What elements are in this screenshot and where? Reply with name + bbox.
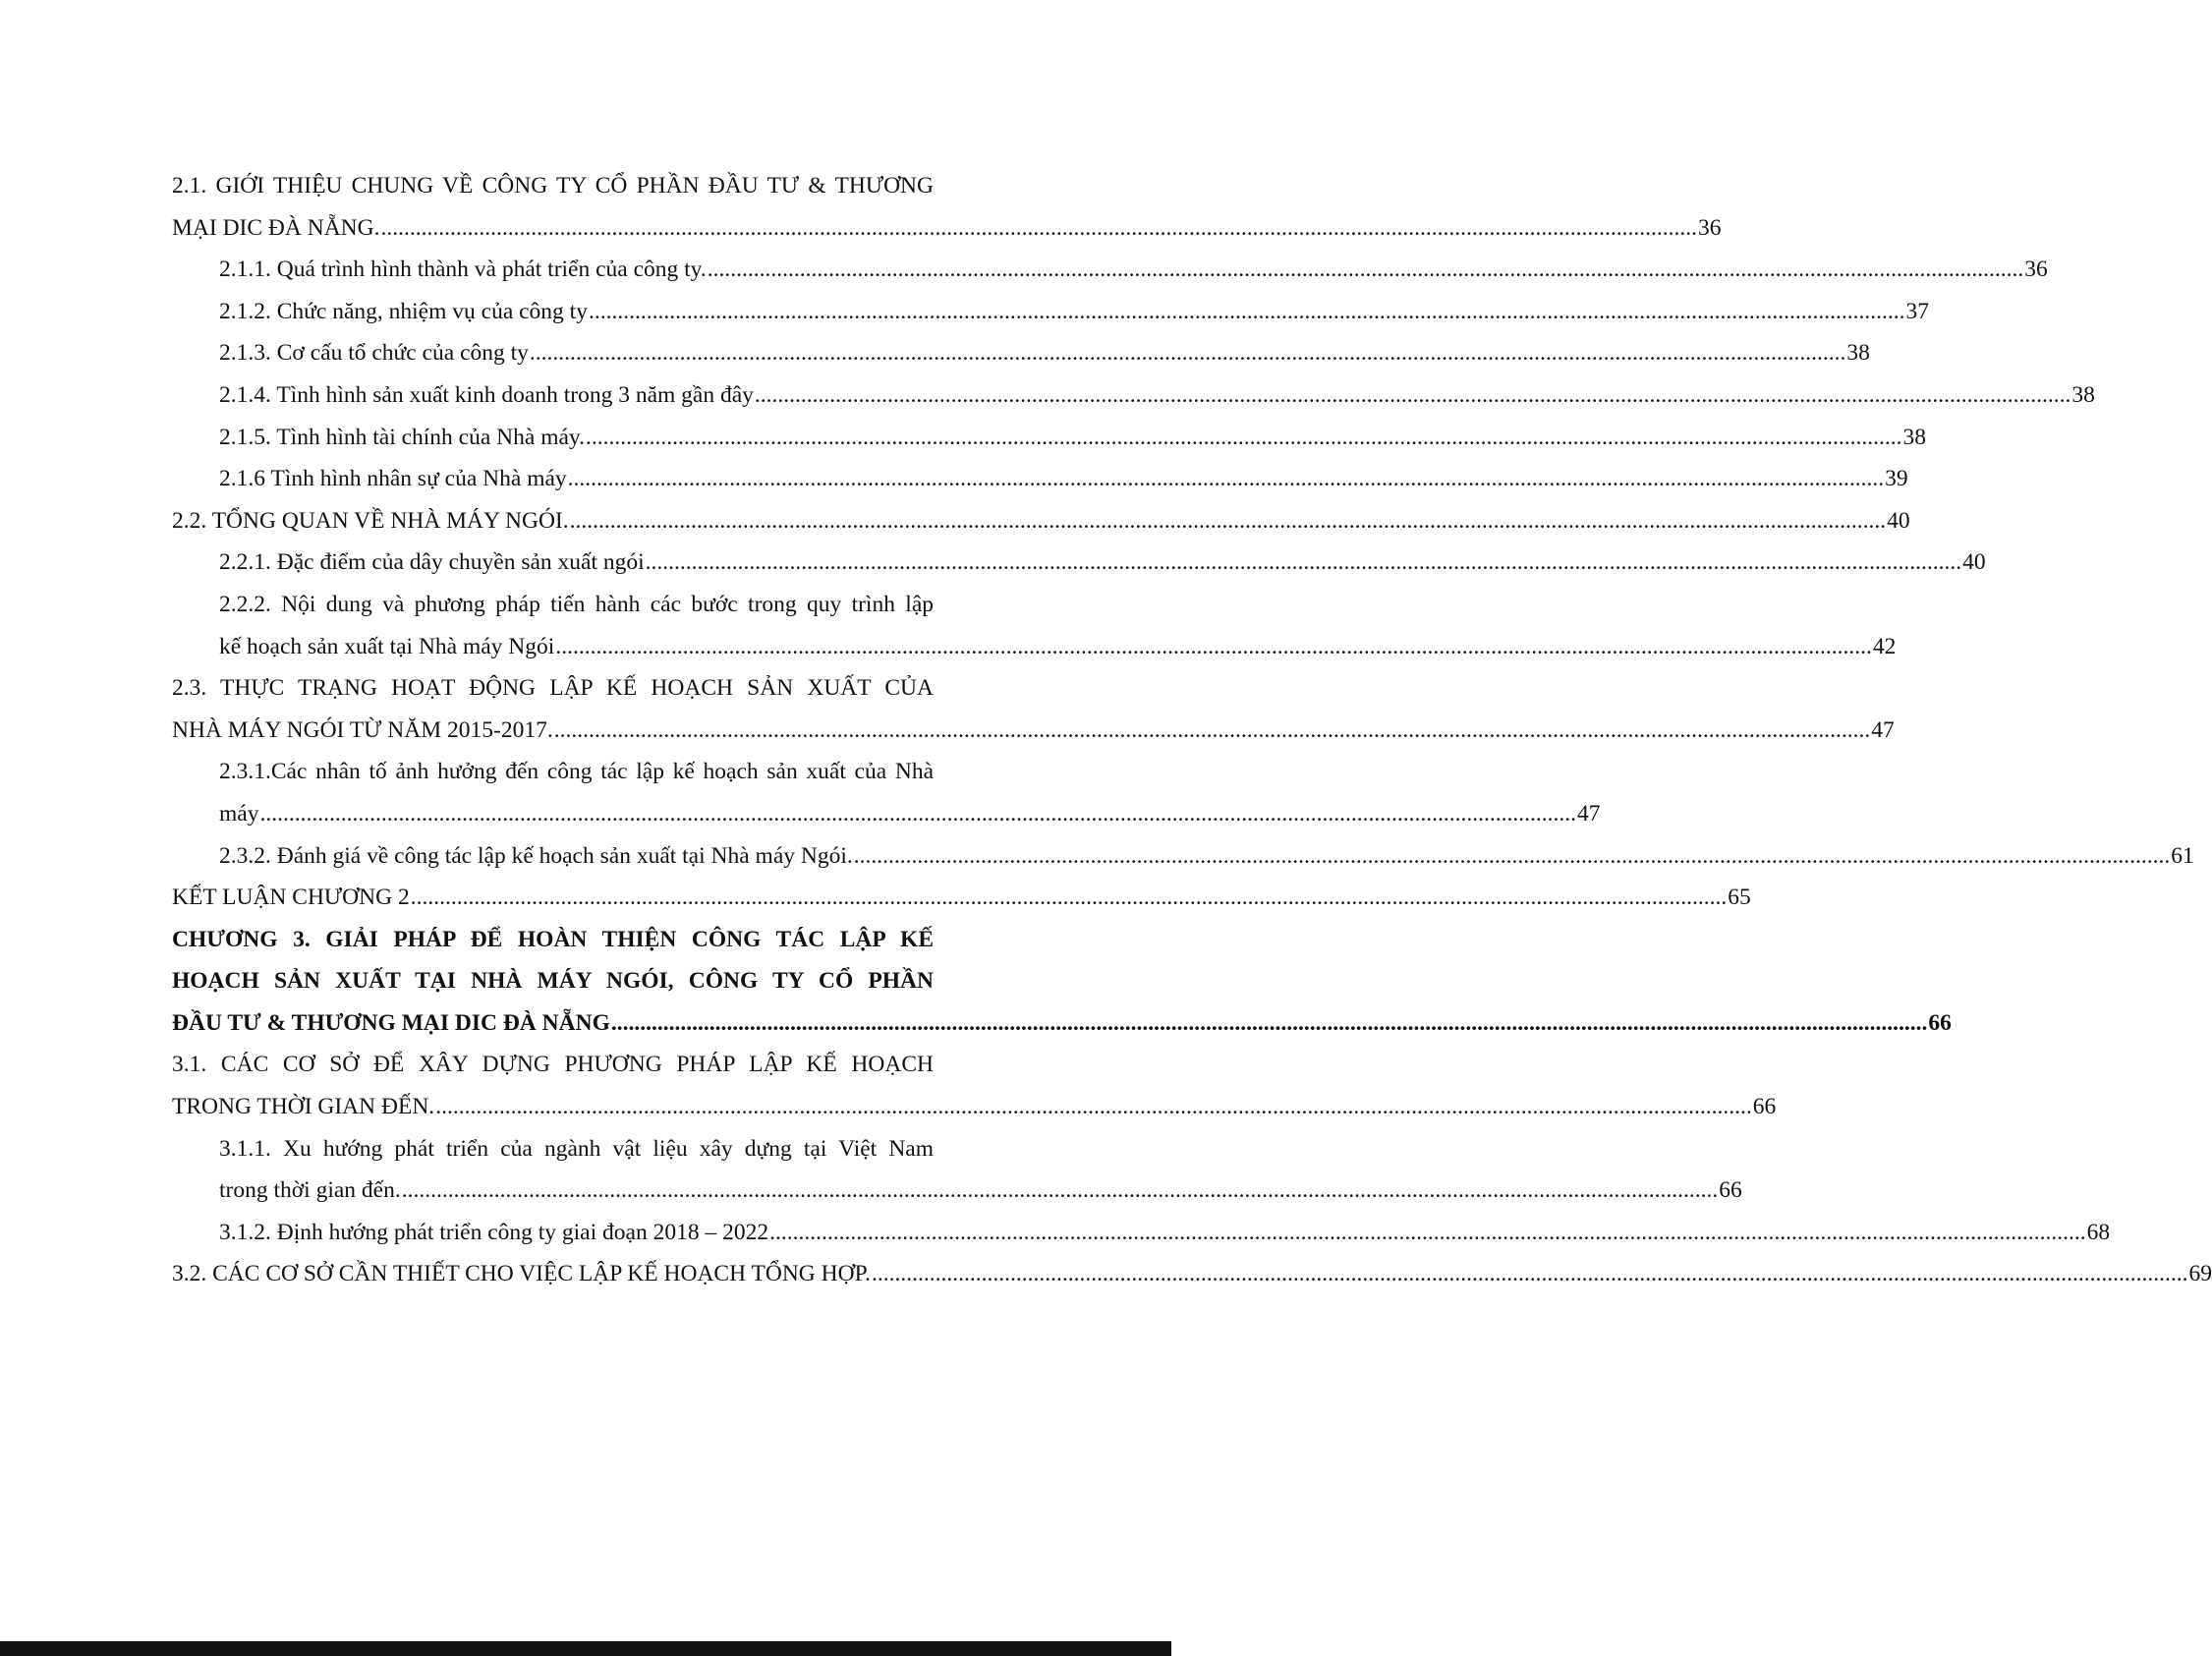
dot-leader	[570, 500, 1887, 542]
toc-entry-2-3-1[interactable]	[172, 751, 1601, 834]
table-of-contents	[172, 165, 2212, 1295]
toc-entry-text-line: CHƯƠNG 3. GIẢI PHÁP ĐỂ HOÀN THIỆN CÔNG TÁC LẬP KẾ	[172, 926, 934, 952]
toc-page-number: 69	[2188, 1261, 2212, 1287]
toc-entry-text-line: 2.1.5. Tình hình tài chính của Nhà máy.	[219, 424, 586, 450]
toc-entry-2-3[interactable]	[172, 667, 1895, 751]
toc-entry-text-line: HOẠCH SẢN XUẤT TẠI NHÀ MÁY NGÓI, CÔNG TY CỔ PHẦN	[172, 968, 934, 995]
toc-page-number: 38	[2071, 381, 2095, 408]
toc-entry-3-1[interactable]	[172, 1044, 1777, 1127]
toc-page-number: 38	[1846, 340, 1870, 367]
toc-entry-text-line: 3.1. CÁC CƠ SỞ ĐỂ XÂY DỰNG PHƯƠNG PHÁP LẬP KẾ HOẠCH	[172, 1052, 934, 1078]
toc-entry-text-line: 2.3.2. Đánh giá về công tác lập kế hoạch sản xuất tại Nhà máy Ngói.	[219, 842, 853, 869]
dot-leader	[554, 710, 1871, 752]
dot-leader	[402, 1170, 1719, 1212]
toc-page-number: 42	[1872, 633, 1897, 659]
toc-entry-2-2-2[interactable]	[172, 584, 1897, 667]
page-bottom-edge	[0, 1641, 1171, 1656]
toc-entry-2-1-5[interactable]	[172, 417, 1927, 459]
toc-entry-text-line: 2.1.1. Quá trình hình thành và phát triển của công ty.	[219, 257, 707, 283]
toc-page-number: 66	[1928, 1009, 1952, 1036]
toc-entry-2-1-1[interactable]	[172, 249, 2048, 291]
toc-entry-2-1-4[interactable]	[172, 374, 2095, 417]
toc-page-number: 37	[1905, 298, 1929, 324]
toc-entry-2-1-3[interactable]	[172, 332, 1870, 374]
toc-entry-ket-luan-chuong-2[interactable]	[172, 877, 1751, 919]
toc-page-number: 39	[1885, 466, 1908, 492]
dot-leader	[755, 374, 2071, 417]
dot-leader	[530, 332, 1846, 374]
toc-page-number: 66	[1719, 1177, 1742, 1204]
dot-leader	[708, 249, 2024, 291]
toc-entry-2-1[interactable]	[172, 165, 1722, 249]
toc-entry-text-line: KẾT LUẬN CHƯƠNG 2	[172, 885, 410, 911]
toc-entry-text-line: 3.2. CÁC CƠ SỞ CẦN THIẾT CHO VIỆC LẬP KẾ HOẠCH TỔNG HỢP.	[172, 1261, 871, 1287]
dot-leader	[568, 458, 1885, 500]
toc-entry-2-2[interactable]	[172, 500, 1910, 542]
toc-page-number: 40	[1887, 507, 1910, 534]
toc-page-number: 38	[1902, 424, 1927, 450]
dot-leader	[381, 207, 1698, 250]
dot-leader	[589, 291, 1905, 333]
toc-page-number: 36	[1698, 214, 1722, 241]
toc-entry-2-1-6[interactable]	[172, 458, 1908, 500]
dot-leader	[646, 542, 1962, 584]
dot-leader	[435, 1086, 1752, 1128]
toc-entry-text-line: NHÀ MÁY NGÓI TỪ NĂM 2015-2017.	[172, 716, 553, 743]
toc-entry-text-line: 2.3. THỰC TRẠNG HOẠT ĐỘNG LẬP KẾ HOẠCH SẢN XUẤT CỦA	[172, 675, 934, 702]
dot-leader	[259, 793, 1576, 835]
toc-entry-3-1-2[interactable]	[172, 1212, 2111, 1254]
toc-page-number: 68	[2086, 1219, 2111, 1245]
toc-entry-text-line: 2.2.2. Nội dung và phương pháp tiến hành các bước trong quy trình lập	[219, 591, 934, 617]
toc-entry-text-line: 2.2. TỔNG QUAN VỀ NHÀ MÁY NGÓI.	[172, 507, 569, 534]
dot-leader	[769, 1212, 2086, 1254]
dot-leader	[586, 417, 1902, 459]
toc-page-number: 40	[1962, 549, 1986, 576]
toc-entry-text-line: 2.1.2. Chức năng, nhiệm vụ của công ty	[219, 298, 588, 324]
toc-page-number: 66	[1752, 1094, 1777, 1120]
toc-entry-text-line: 2.1.4. Tình hình sản xuất kinh doanh trong 3 năm gần đây	[219, 381, 754, 408]
dot-leader	[872, 1253, 2188, 1295]
toc-entry-text-line: 3.1.2. Định hướng phát triển công ty giai đoạn 2018 – 2022	[219, 1219, 769, 1245]
toc-entry-text-line: 2.1.3. Cơ cấu tổ chức của công ty	[219, 340, 529, 367]
dot-leader	[854, 835, 2171, 878]
toc-entry-text-line: ĐẦU TƯ & THƯƠNG MẠI DIC ĐÀ NẴNG	[172, 1009, 610, 1036]
toc-page-number: 47	[1871, 716, 1895, 743]
toc-entry-text-line: trong thời gian đến.	[219, 1177, 401, 1204]
toc-entry-chuong-3[interactable]	[172, 919, 1952, 1045]
toc-entry-text-line: 2.1.6 Tình hình nhân sự của Nhà máy	[219, 466, 567, 492]
toc-entry-text-line: 2.1. GIỚI THIỆU CHUNG VỀ CÔNG TY CỔ PHẦN ĐẦU TƯ & THƯƠNG	[172, 173, 934, 199]
toc-entry-text-line: kế hoạch sản xuất tại Nhà máy Ngói	[219, 633, 555, 659]
toc-entry-text-line: 3.1.1. Xu hướng phát triển của ngành vật liệu xây dựng tại Việt Nam	[219, 1135, 934, 1162]
dot-leader	[555, 626, 1872, 668]
toc-entry-3-1-1[interactable]	[172, 1128, 1742, 1212]
toc-entry-text-line: MẠI DIC ĐÀ NẴNG.	[172, 214, 380, 241]
toc-entry-text-line: 2.3.1.Các nhân tố ảnh hưởng đến công tác lập kế hoạch sản xuất của Nhà	[219, 759, 934, 785]
toc-entry-3-2[interactable]	[172, 1253, 2212, 1295]
toc-page-number: 61	[2171, 842, 2194, 869]
toc-entry-text-line: 2.2.1. Đặc điểm của dây chuyền sản xuất ngói	[219, 549, 645, 576]
toc-page-number: 65	[1728, 885, 1751, 911]
toc-page-number: 36	[2024, 257, 2048, 283]
toc-page-number: 47	[1576, 800, 1601, 827]
toc-entry-text-line: TRONG THỜI GIAN ĐẾN.	[172, 1094, 435, 1120]
toc-entry-text-line: máy	[219, 800, 259, 827]
dot-leader	[411, 877, 1728, 919]
toc-entry-2-2-1[interactable]	[172, 542, 1986, 584]
toc-entry-2-3-2[interactable]	[172, 835, 2194, 878]
toc-entry-2-1-2[interactable]	[172, 291, 1929, 333]
dot-leader	[611, 1002, 1928, 1045]
